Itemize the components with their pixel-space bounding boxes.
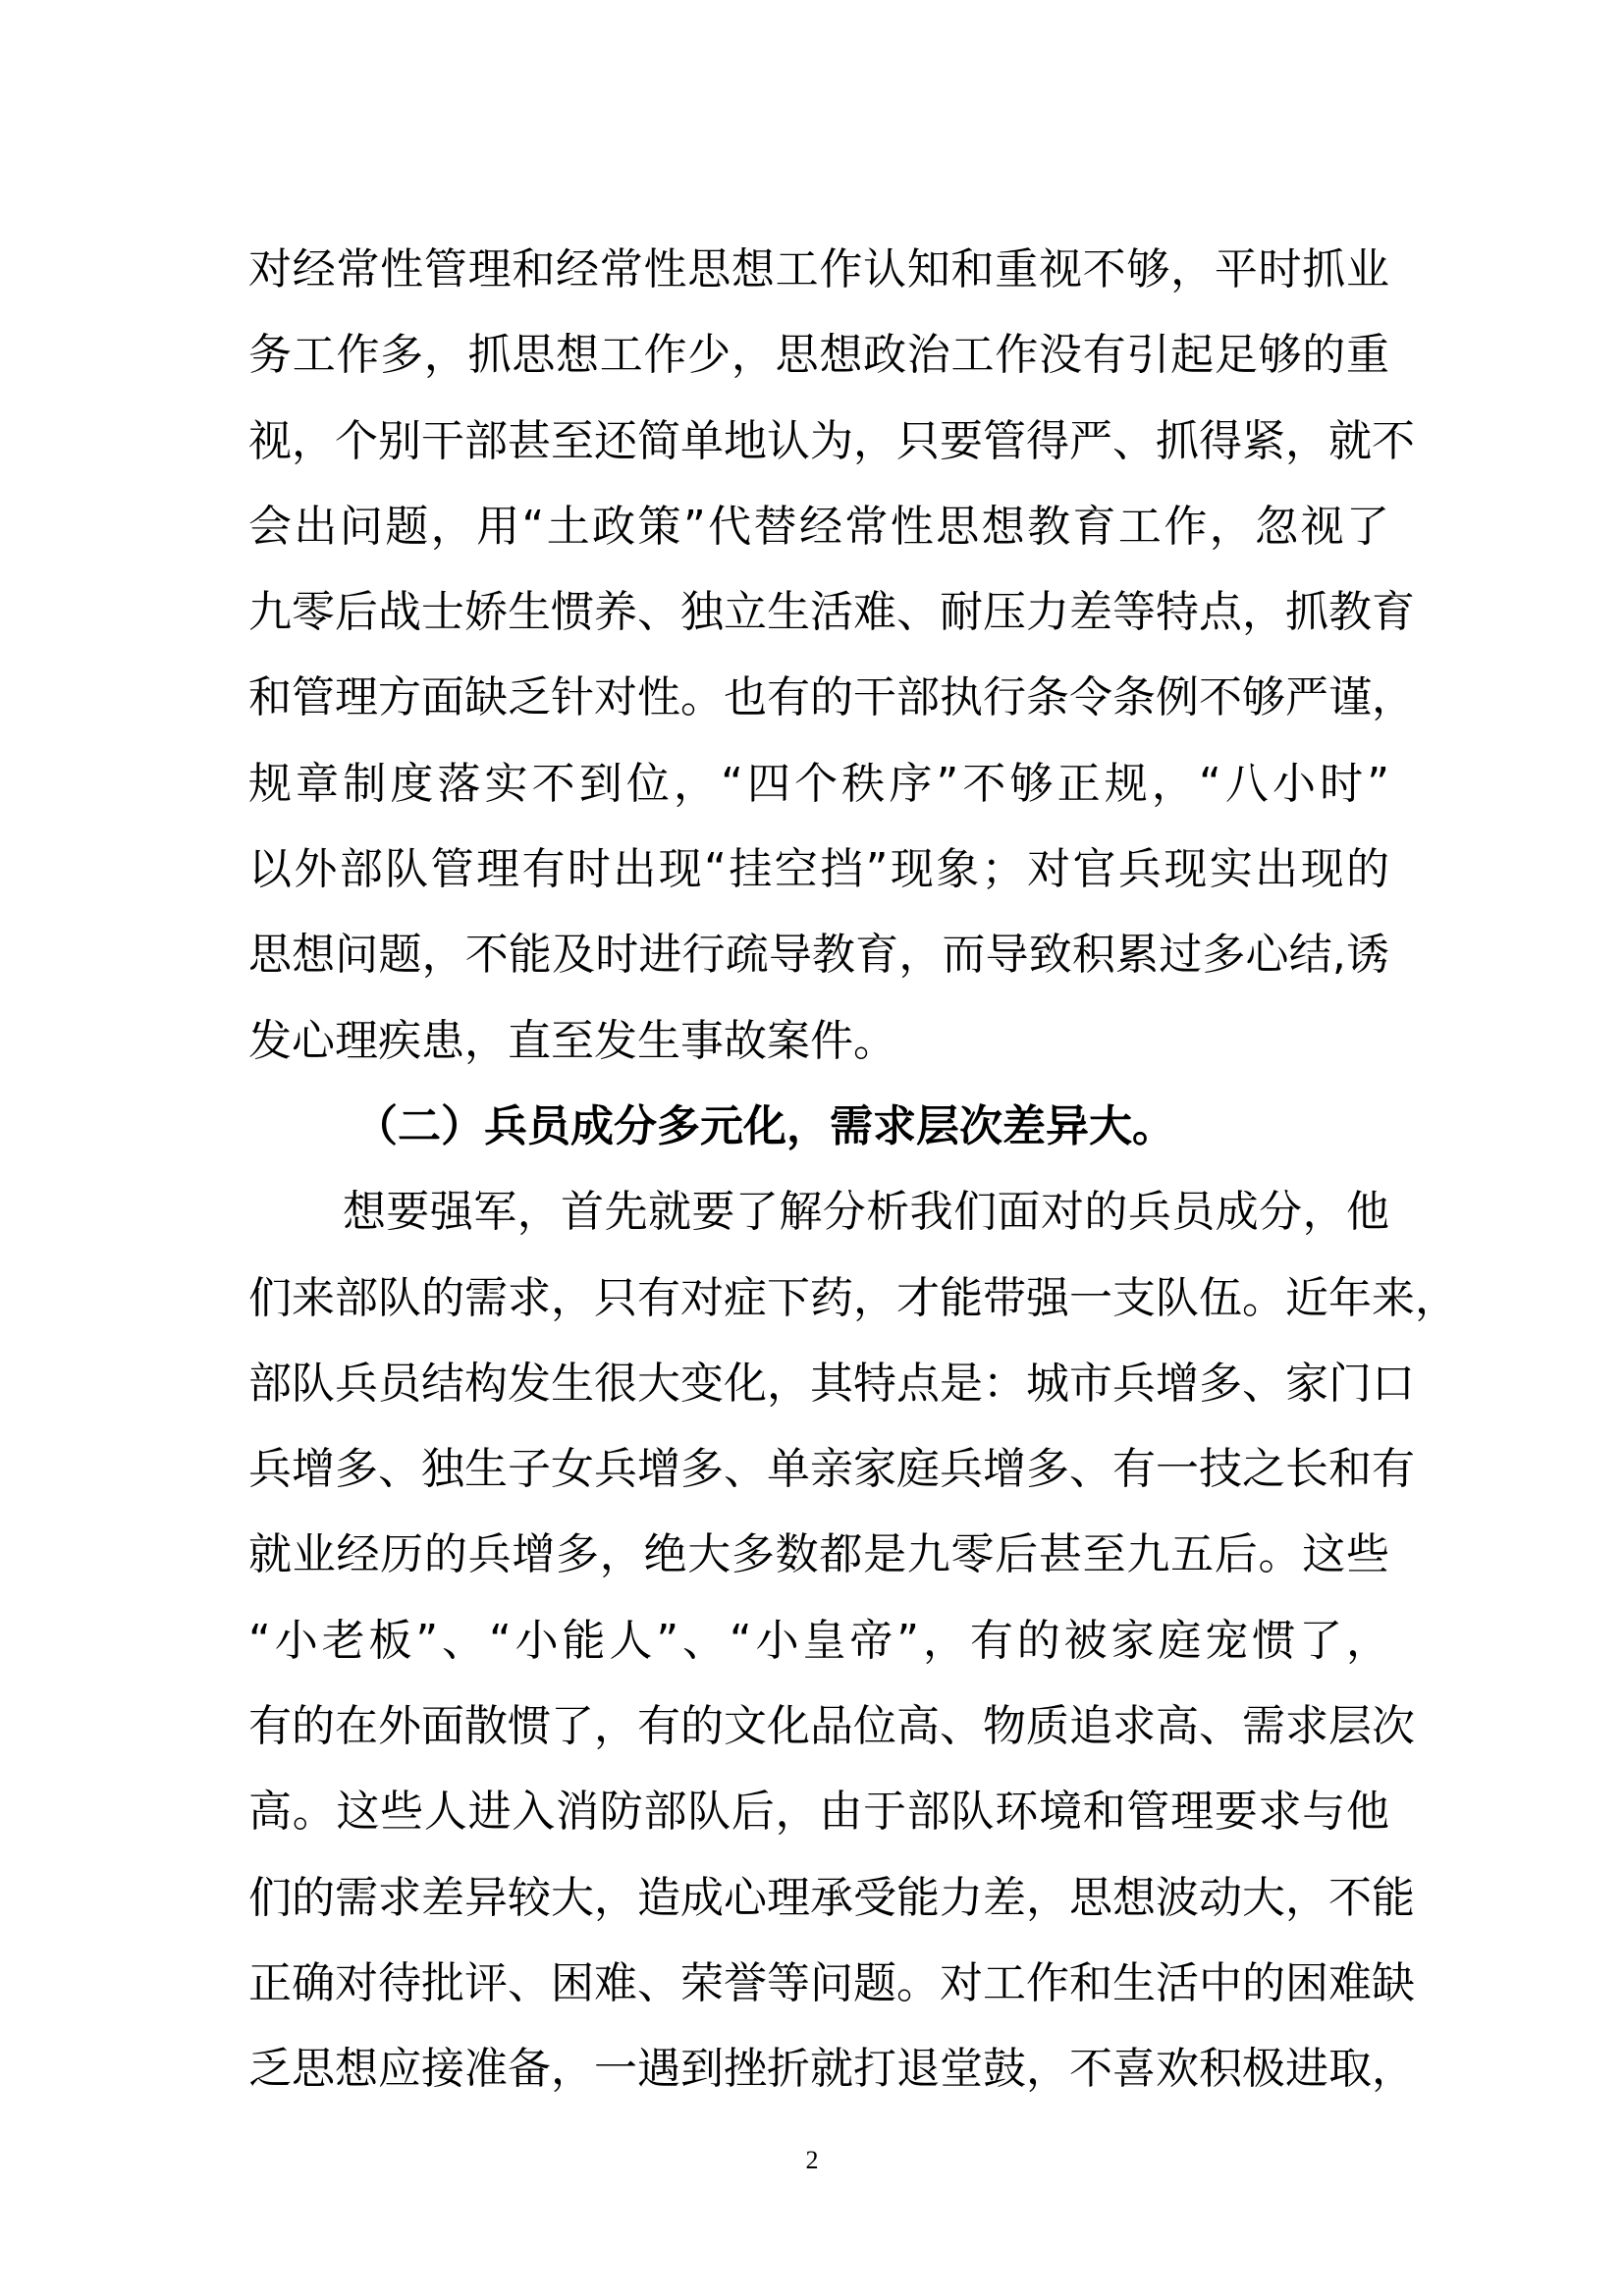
text-line: 高。这些人进入消防部队后，由于部队环境和管理要求与他	[248, 1787, 1389, 1838]
paragraph-management-issues	[248, 227, 1415, 1084]
text-line: 兵增多、独生子女兵增多、单亲家庭兵增多、有一技之长和有	[248, 1444, 1415, 1495]
text-line: 九零后战士娇生惯养、独立生活难、耐压力差等特点，抓教育	[248, 587, 1415, 638]
text-line: 对经常性管理和经常性思想工作认知和重视不够，平时抓业	[248, 244, 1389, 294]
text-line: 正确对待批评、困难、荣誉等问题。对工作和生活中的困难缺	[248, 1957, 1415, 2008]
text-line: 乏思想应接准备，一遇到挫折就打退堂鼓，不喜欢积极进取，	[248, 2044, 1415, 2095]
text-line: 规章制度落实不到位，“四个秩序”不够正规，“八小时”	[248, 758, 1389, 809]
text-line: 有的在外面散惯了，有的文化品位高、物质追求高、需求层次	[248, 1701, 1415, 1752]
document-body	[248, 227, 1458, 2112]
text-line: 发心理疾患，直至发生事故案件。	[248, 1015, 896, 1066]
page-number: 2	[805, 2146, 819, 2174]
text-line: 视，个别干部甚至还简单地认为，只要管得严、抓得紧，就不	[248, 415, 1415, 466]
text-line: 会出问题，用“土政策”代替经常性思想教育工作，忽视了	[248, 501, 1389, 552]
text-line: 们的需求差异较大，造成心理承受能力差，思想波动大，不能	[248, 1872, 1415, 1923]
text-line: 部队兵员结构发生很大变化，其特点是：城市兵增多、家门口	[248, 1358, 1415, 1409]
text-line: 以外部队管理有时出现“挂空挡”现象；对官兵现实出现的	[248, 844, 1389, 895]
text-line: 就业经历的兵增多，绝大多数都是九零后甚至九五后。这些	[248, 1529, 1389, 1580]
text-line: 想要强军，首先就要了解分析我们面对的兵员成分，他	[343, 1187, 1389, 1238]
text-line: 务工作多，抓思想工作少，思想政治工作没有引起足够的重	[248, 330, 1389, 381]
text-line: 和管理方面缺乏针对性。也有的干部执行条令条例不够严谨，	[248, 672, 1415, 723]
section-heading	[248, 1084, 1389, 1169]
heading-text: （二）兵员成分多元化，需求层次差异大。	[354, 1100, 1175, 1151]
text-line: 思想问题，不能及时进行疏导教育，而导致积累过多心结,诱	[248, 930, 1389, 981]
text-line: 们来部队的需求，只有对症下药，才能带强一支队伍。近年来，	[248, 1272, 1458, 1323]
paragraph-soldier-composition	[248, 1169, 1458, 2111]
text-line: “小老板”、“小能人”、“小皇帝”，有的被家庭宠惯了，	[248, 1615, 1389, 1666]
